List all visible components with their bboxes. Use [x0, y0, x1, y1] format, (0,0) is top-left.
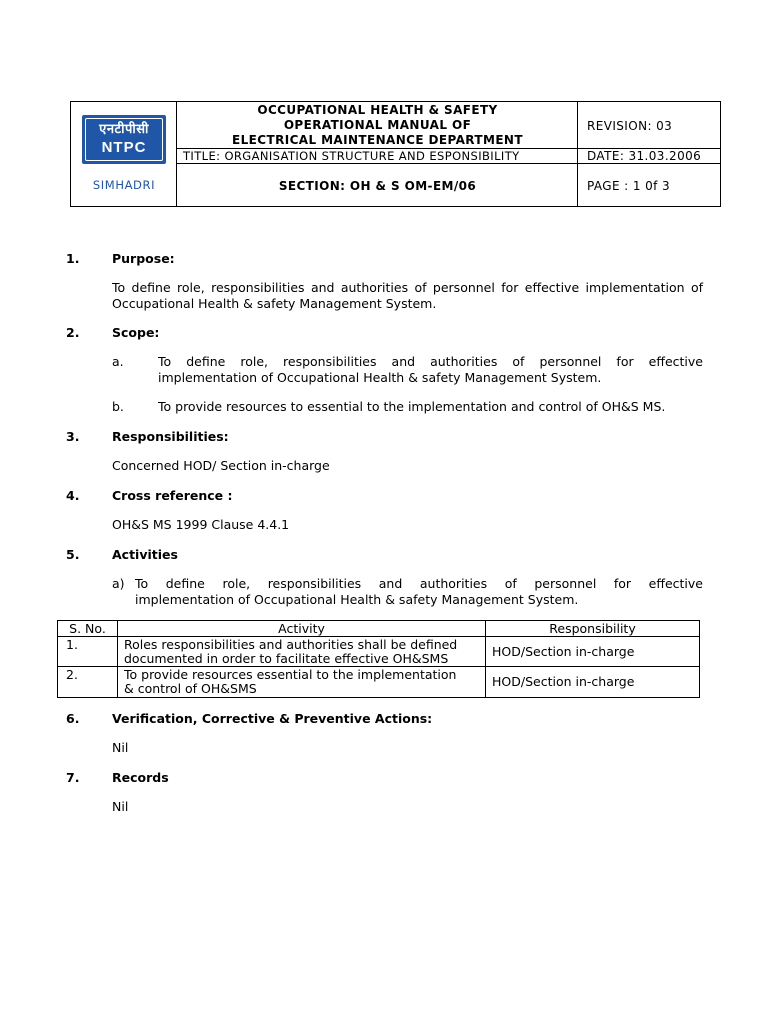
purpose-text: To define role, responsibilities and authorities of personnel for effective implementation of Occupational Health & safety Management System. [112, 280, 703, 311]
responsibilities-text: Concerned HOD/ Section in-charge [112, 458, 330, 473]
section-3-number: 3. [66, 429, 80, 444]
table-cell-responsibility: HOD/Section in-charge [492, 674, 635, 689]
table-cell-responsibility: HOD/Section in-charge [492, 644, 635, 659]
table-cell-activity-line-2: documented in order to facilitate effective OH&SMS [124, 651, 449, 666]
scope-item-b-label: b. [112, 399, 124, 414]
document-title: TITLE: ORGANISATION STRUCTURE AND ESPONSIBILITY [183, 149, 520, 163]
section-6-heading: Verification, Corrective & Preventive Actions: [112, 711, 433, 726]
revision-label: REVISION: 03 [587, 119, 673, 133]
table-cell-sno: 2. [66, 667, 78, 682]
section-4-number: 4. [66, 488, 80, 503]
table-cell-sno: 1. [66, 637, 78, 652]
section-4-heading: Cross reference : [112, 488, 233, 503]
location-label: SIMHADRI [92, 178, 156, 192]
manual-title-line-1: OCCUPATIONAL HEALTH & SAFETY [257, 103, 498, 117]
logo-ntpc-text: NTPC [101, 139, 147, 156]
activities-item-a [112, 576, 703, 607]
logo-hindi-text: एनटीपीसी [99, 122, 149, 137]
verification-text: Nil [112, 740, 129, 755]
section-2-number: 2. [66, 325, 80, 340]
manual-title-line-3: ELECTRICAL MAINTENANCE DEPARTMENT [232, 133, 523, 147]
section-1-heading: Purpose: [112, 251, 175, 266]
activity-table [57, 620, 700, 698]
scope-item-a-label: a. [112, 354, 124, 369]
section-3-heading: Responsibilities: [112, 429, 229, 444]
activities-item-a-label: a) [112, 576, 125, 591]
activities-item-a-line-1: To define role, responsibilities and authorities of personnel for effective [135, 576, 703, 591]
table-header-responsibility: Responsibility [549, 621, 636, 636]
table-cell-activity-line-1: To provide resources essential to the implementation [124, 667, 457, 682]
section-7-number: 7. [66, 770, 80, 785]
table-cell-activity-line-2: & control of OH&SMS [124, 681, 257, 696]
section-7-heading: Records [112, 770, 169, 785]
table-cell-activity-line-1: Roles responsibilities and authorities shall be defined [124, 637, 458, 652]
scope-item-a-text: To define role, responsibilities and authorities of personnel for effective implementation of Occupational Health & safety Management System. [158, 354, 703, 385]
ntpc-logo [82, 115, 166, 164]
section-2-heading: Scope: [112, 325, 160, 340]
section-label: SECTION: OH & S OM-EM/06 [278, 179, 477, 193]
section-6-number: 6. [66, 711, 80, 726]
activities-item-a-line-2: implementation of Occupational Health & safety Management System. [135, 591, 579, 607]
table-header-sno: S. No. [69, 621, 106, 636]
section-5-number: 5. [66, 547, 80, 562]
date-label: DATE: 31.03.2006 [587, 149, 702, 163]
section-1-number: 1. [66, 251, 80, 266]
section-5-heading: Activities [112, 547, 178, 562]
manual-title [177, 103, 578, 148]
manual-title-line-2: OPERATIONAL MANUAL OF [283, 118, 472, 132]
scope-item-b-text: To provide resources to essential to the implementation and control of OH&S MS. [158, 399, 666, 414]
page-number: PAGE : 1 0f 3 [587, 179, 670, 193]
records-text: Nil [112, 799, 129, 814]
cross-reference-text: OH&S MS 1999 Clause 4.4.1 [112, 517, 290, 532]
table-header-activity: Activity [278, 621, 325, 636]
document-header-table [70, 101, 721, 207]
